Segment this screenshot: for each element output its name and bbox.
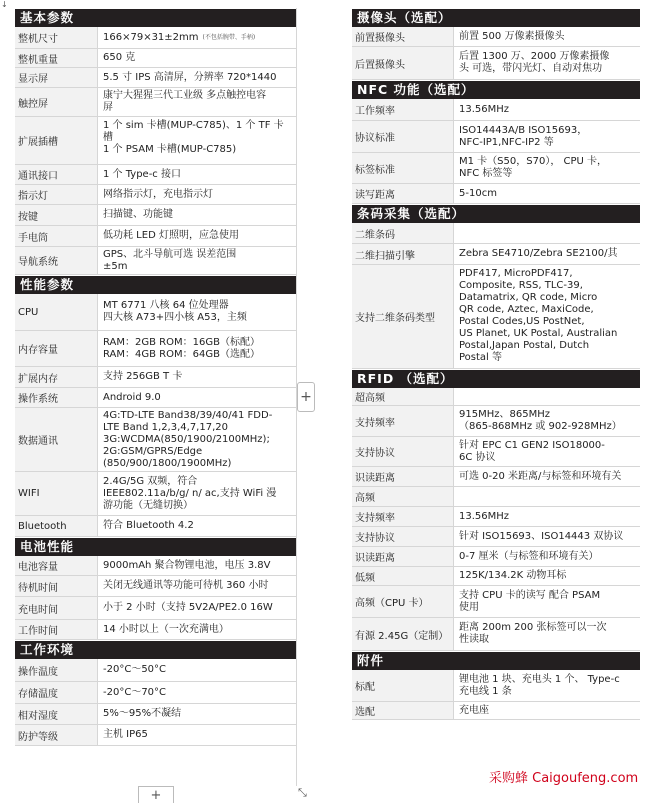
- spec-label: 前置摄像头: [352, 27, 454, 46]
- spec-value-text: 关闭无线通讯等功能可待机 360 小时: [103, 580, 269, 591]
- spec-label: 整机重量: [15, 49, 98, 67]
- spec-value: [98, 556, 296, 575]
- spec-row: [352, 487, 640, 507]
- spec-row: [15, 88, 296, 117]
- spec-row: [15, 388, 296, 408]
- spec-value: [98, 117, 296, 164]
- spec-value: [454, 618, 640, 650]
- section-title: 性能参数: [15, 275, 296, 294]
- spec-label: CPU: [15, 294, 98, 330]
- spec-label: 低频: [352, 567, 454, 585]
- spec-label: 标签标准: [352, 153, 454, 183]
- spec-value-text: 前置 500 万像素摄像头: [459, 30, 565, 42]
- spec-row: [352, 670, 640, 702]
- spec-value: [98, 682, 296, 703]
- spec-value: [454, 99, 640, 120]
- spec-label: 支持二维条码类型: [352, 265, 454, 368]
- section-title: 电池性能: [15, 537, 296, 556]
- spec-value: [98, 620, 296, 639]
- spec-value-text: 扫描键、功能键: [103, 209, 173, 220]
- spec-value-text: ISO14443A/B ISO15693， NFC-IP1,NFC-IP2 等: [459, 124, 588, 148]
- section-title: 附件: [352, 651, 640, 670]
- spec-value: [98, 704, 296, 724]
- spec-label: 高频: [352, 487, 454, 506]
- spec-value-text: 5-10cm: [459, 187, 497, 199]
- add-column-button[interactable]: +: [297, 382, 315, 412]
- section-title: RFID （选配）: [352, 369, 640, 388]
- spec-value-text: 充电座: [459, 704, 489, 716]
- spec-value: [454, 567, 640, 585]
- spec-value-text: Zebra SE4710/Zebra SE2100/其: [459, 248, 618, 259]
- spec-label: 工作频率: [352, 99, 454, 120]
- spec-label: 高频（CPU 卡）: [352, 586, 454, 617]
- spec-row: [15, 597, 296, 620]
- spec-value-text: 主机 IP65: [103, 729, 148, 740]
- spec-label: 二维条码: [352, 223, 454, 243]
- spec-row: [15, 331, 296, 367]
- spec-row: [352, 618, 640, 651]
- spec-row: [352, 99, 640, 121]
- spec-label: 支持频率: [352, 406, 454, 436]
- spec-label: 充电时间: [15, 597, 98, 619]
- spec-value: [454, 437, 640, 466]
- spec-label: 支持协议: [352, 437, 454, 466]
- spec-label: 标配: [352, 670, 454, 701]
- spec-value-text: 支持 256GB T 卡: [103, 371, 183, 382]
- spec-value-text: PDF417, MicroPDF417, Composite, RSS, TLC-39, Datamatrix, QR code, Micro QR code, Aztec, MaxiCode, Postal Codes,US PostNet, US Planet, UK Postal, Australian Postal,Japan Postal, Dutch Postal 等: [459, 268, 618, 363]
- spec-value-text: 13.56MHz: [459, 510, 510, 522]
- spec-value: [98, 408, 296, 471]
- spec-value-text: 0-7 厘米（与标签和环境有关）: [459, 550, 599, 562]
- spec-value: [454, 265, 640, 368]
- spec-label: 二维扫描引擎: [352, 244, 454, 264]
- spec-value: [454, 527, 640, 546]
- spec-value-text: 14 小时以上（一次充满电）: [103, 623, 229, 635]
- spec-value-text: 650 克: [103, 52, 136, 63]
- section-title: 摄像头（选配）: [352, 8, 640, 27]
- spec-label: 存储温度: [15, 682, 98, 703]
- spec-row: [15, 117, 296, 165]
- spec-row: [352, 406, 640, 437]
- spec-label: 超高频: [352, 388, 454, 405]
- spec-label: 指示灯: [15, 185, 98, 204]
- spec-value: [454, 547, 640, 566]
- spec-value-text: -20°C～50°C: [103, 664, 167, 675]
- spec-value-text: 网络指示灯，充电指示灯: [103, 188, 213, 200]
- spec-label: 支持协议: [352, 527, 454, 546]
- spec-row: [15, 27, 296, 49]
- spec-label: 内存容量: [15, 331, 98, 366]
- spec-row: [352, 47, 640, 80]
- spec-value-text: GPS、北斗导航可选 误差范围 ±5m: [103, 248, 237, 272]
- spec-row: [15, 185, 296, 205]
- right-spec-table: [352, 8, 640, 720]
- spec-value: [98, 294, 296, 330]
- spec-row: [15, 659, 296, 682]
- spec-value-text: 康宁大猩猩三代工业级 多点触控电容 屏: [103, 90, 267, 113]
- spec-label: 操作温度: [15, 659, 98, 681]
- spec-label: 手电筒: [15, 226, 98, 246]
- left-spec-table: [15, 8, 296, 746]
- spec-value-text: 小于 2 小时（支持 5V2A/PE2.0 16W: [103, 602, 273, 613]
- spec-value: [98, 68, 296, 87]
- spec-value: [98, 49, 296, 67]
- spec-label: 触控屏: [15, 88, 98, 116]
- spec-row: [15, 226, 296, 247]
- spec-value: [98, 331, 296, 366]
- spec-label: 工作时间: [15, 620, 98, 639]
- spec-row: [352, 437, 640, 467]
- spec-value: [98, 88, 296, 116]
- spec-value: [98, 576, 296, 596]
- spec-row: [352, 223, 640, 244]
- spec-value-text: 可选 0-20 米距离/与标签和环境有关: [459, 470, 622, 482]
- spec-value-text: -20°C～70°C: [103, 686, 167, 698]
- watermark-text: 采购蜂 Caigoufeng.com: [489, 771, 639, 786]
- spec-value: [98, 185, 296, 204]
- spec-label: 导航系统: [15, 247, 98, 274]
- spec-value: [98, 597, 296, 619]
- spec-row: [15, 682, 296, 704]
- spec-value-text: 符合 Bluetooth 4.2: [103, 520, 194, 531]
- spec-value: [454, 184, 640, 203]
- spec-row: [15, 704, 296, 725]
- spec-row: [352, 467, 640, 487]
- spec-value-text: 5%～95%不凝结: [103, 708, 182, 719]
- spec-row: [352, 121, 640, 153]
- spec-value-text: 后置 1300 万、2000 万像素摄像 头 可选，带闪光灯、自动对焦功: [459, 51, 610, 74]
- spec-row: [15, 620, 296, 640]
- spec-row: [15, 367, 296, 388]
- spec-row: [352, 507, 640, 527]
- section-title: 工作环境: [15, 640, 296, 659]
- spec-value-text: 9000mAh 聚合物锂电池，电压 3.8V: [103, 559, 271, 571]
- spec-row: [15, 205, 296, 226]
- spec-label: 识读距离: [352, 467, 454, 486]
- spec-value: [454, 702, 640, 719]
- spec-value-text: 915MHz、865MHz （865-868MHz 或 902-928MHz）: [459, 409, 622, 432]
- spec-label: 扩展插槽: [15, 117, 98, 164]
- spec-value: [454, 27, 640, 46]
- spec-value-text: 锂电池 1 块、充电头 1 个、 Type-c 充电线 1 条: [459, 673, 620, 697]
- spec-label: 有源 2.45G（定制）: [352, 618, 454, 650]
- spec-row: [15, 472, 296, 516]
- spec-label: Bluetooth: [15, 516, 98, 536]
- spec-row: [352, 527, 640, 547]
- spec-value-text: RAM：2GB ROM：16GB（标配） RAM：4GB ROM：64GB（选配）: [103, 336, 260, 360]
- spec-value-text: 针对 EPC C1 GEN2 ISO18000- 6C 协议: [459, 439, 605, 463]
- spec-value: [454, 670, 640, 701]
- spec-value: [454, 388, 640, 405]
- spec-value: [454, 406, 640, 436]
- spec-row: [15, 725, 296, 746]
- spec-value: [98, 27, 296, 48]
- spec-row: [352, 586, 640, 618]
- spec-value-text: M1 卡（S50，S70）， CPU 卡， NFC 标签等: [459, 156, 608, 179]
- spec-label: 数据通讯: [15, 408, 98, 471]
- spec-value: [454, 153, 640, 183]
- section-title: NFC 功能（选配）: [352, 80, 640, 99]
- spec-row: [15, 408, 296, 472]
- section-title: 基本参数: [15, 8, 296, 27]
- spec-value-text: 4G:TD-LTE Band38/39/40/41 FDD- LTE Band 1,2,3,4,7,17,20 3G:WCDMA(850/1900/2100MHz); 2G:GSM/GPRS/Edge (850/900/1800/1900MHz): [103, 409, 273, 469]
- spec-value-text: 166×79×31±2mm: [103, 31, 199, 43]
- spec-row: [15, 576, 296, 597]
- spec-value: [454, 121, 640, 152]
- spec-row: [352, 27, 640, 47]
- spec-value-text: 2.4G/5G 双频，符合 IEEE802.11a/b/g/ n/ ac,支持 WiFi 漫 游功能（无缝切换）: [103, 475, 277, 511]
- add-row-button[interactable]: +: [138, 786, 174, 803]
- spec-label: 通讯接口: [15, 165, 98, 184]
- spec-value: [98, 388, 296, 407]
- spec-label: 整机尺寸: [15, 27, 98, 48]
- spec-label: 选配: [352, 702, 454, 719]
- spec-label: WIFI: [15, 472, 98, 515]
- spec-row: [352, 244, 640, 265]
- spec-value: [454, 487, 640, 506]
- spec-label: 防护等级: [15, 725, 98, 745]
- spec-value-text: 距离 200m 200 张标签可以一次 性读取: [459, 622, 607, 645]
- spec-row: [352, 567, 640, 586]
- spec-label: 显示屏: [15, 68, 98, 87]
- spec-value: [98, 165, 296, 184]
- spec-value: [98, 725, 296, 745]
- spec-value: [98, 516, 296, 536]
- spec-row: [352, 153, 640, 184]
- spec-value: [454, 467, 640, 486]
- spec-value: [454, 586, 640, 617]
- table-anchor-icon[interactable]: ↓: [1, 0, 8, 9]
- spec-label: 相对湿度: [15, 704, 98, 724]
- spec-row: [15, 294, 296, 331]
- spec-value: [454, 223, 640, 243]
- spec-value-text: 13.56MHz: [459, 103, 510, 115]
- spec-value-text: 针对 ISO15693、ISO14443 双协议: [459, 530, 624, 542]
- spec-label: 协议标准: [352, 121, 454, 152]
- spec-value: [454, 507, 640, 526]
- spec-row: [352, 388, 640, 406]
- spec-label: 待机时间: [15, 576, 98, 596]
- spec-row: [352, 702, 640, 720]
- spec-value-text: 1 个 Type-c 接口: [103, 168, 181, 180]
- spec-value: [98, 472, 296, 515]
- spec-label: 读写距离: [352, 184, 454, 203]
- spec-value-text: MT 6771 八核 64 位处理器 四大核 A73+四小核 A53，主频: [103, 300, 247, 323]
- spec-value: [454, 244, 640, 264]
- spec-label: 后置摄像头: [352, 47, 454, 79]
- spec-row: [15, 68, 296, 88]
- resize-handle-icon[interactable]: ⤡: [298, 786, 307, 799]
- spec-row: [15, 516, 296, 537]
- spec-value: [98, 659, 296, 681]
- spec-row: [352, 547, 640, 567]
- spec-value-text: Android 9.0: [103, 391, 161, 403]
- spec-value: [98, 205, 296, 225]
- spec-value-text: 5.5 寸 IPS 高清屏，分辨率 720*1440: [103, 71, 277, 83]
- spec-row: [15, 247, 296, 275]
- spec-row: [352, 184, 640, 204]
- spec-value-text: 125K/134.2K 动物耳标: [459, 570, 567, 581]
- spec-value: [98, 247, 296, 274]
- spec-value-text: 支持 CPU 卡的读写 配合 PSAM 使用: [459, 589, 601, 613]
- spec-value-text: 低功耗 LED 灯照明，应急使用: [103, 230, 239, 241]
- spec-row: [352, 265, 640, 369]
- spec-label: 操作系统: [15, 388, 98, 407]
- spec-row: [15, 49, 296, 68]
- spec-value: [454, 47, 640, 79]
- spec-label: 支持频率: [352, 507, 454, 526]
- spec-label: 识读距离: [352, 547, 454, 566]
- spec-label: 电池容量: [15, 556, 98, 575]
- spec-row: [15, 556, 296, 576]
- spec-note: (不包括腕带、手柄): [202, 33, 256, 41]
- spec-value: [98, 226, 296, 246]
- spec-label: 按键: [15, 205, 98, 225]
- spec-value: [98, 367, 296, 387]
- spec-label: 扩展内存: [15, 367, 98, 387]
- spec-value-text: 1 个 sim 卡槽(MUP-C785)、1 个 TF 卡 槽 1 个 PSAM 卡槽(MUP-C785): [103, 120, 284, 155]
- section-title: 条码采集（选配）: [352, 204, 640, 223]
- spec-row: [15, 165, 296, 185]
